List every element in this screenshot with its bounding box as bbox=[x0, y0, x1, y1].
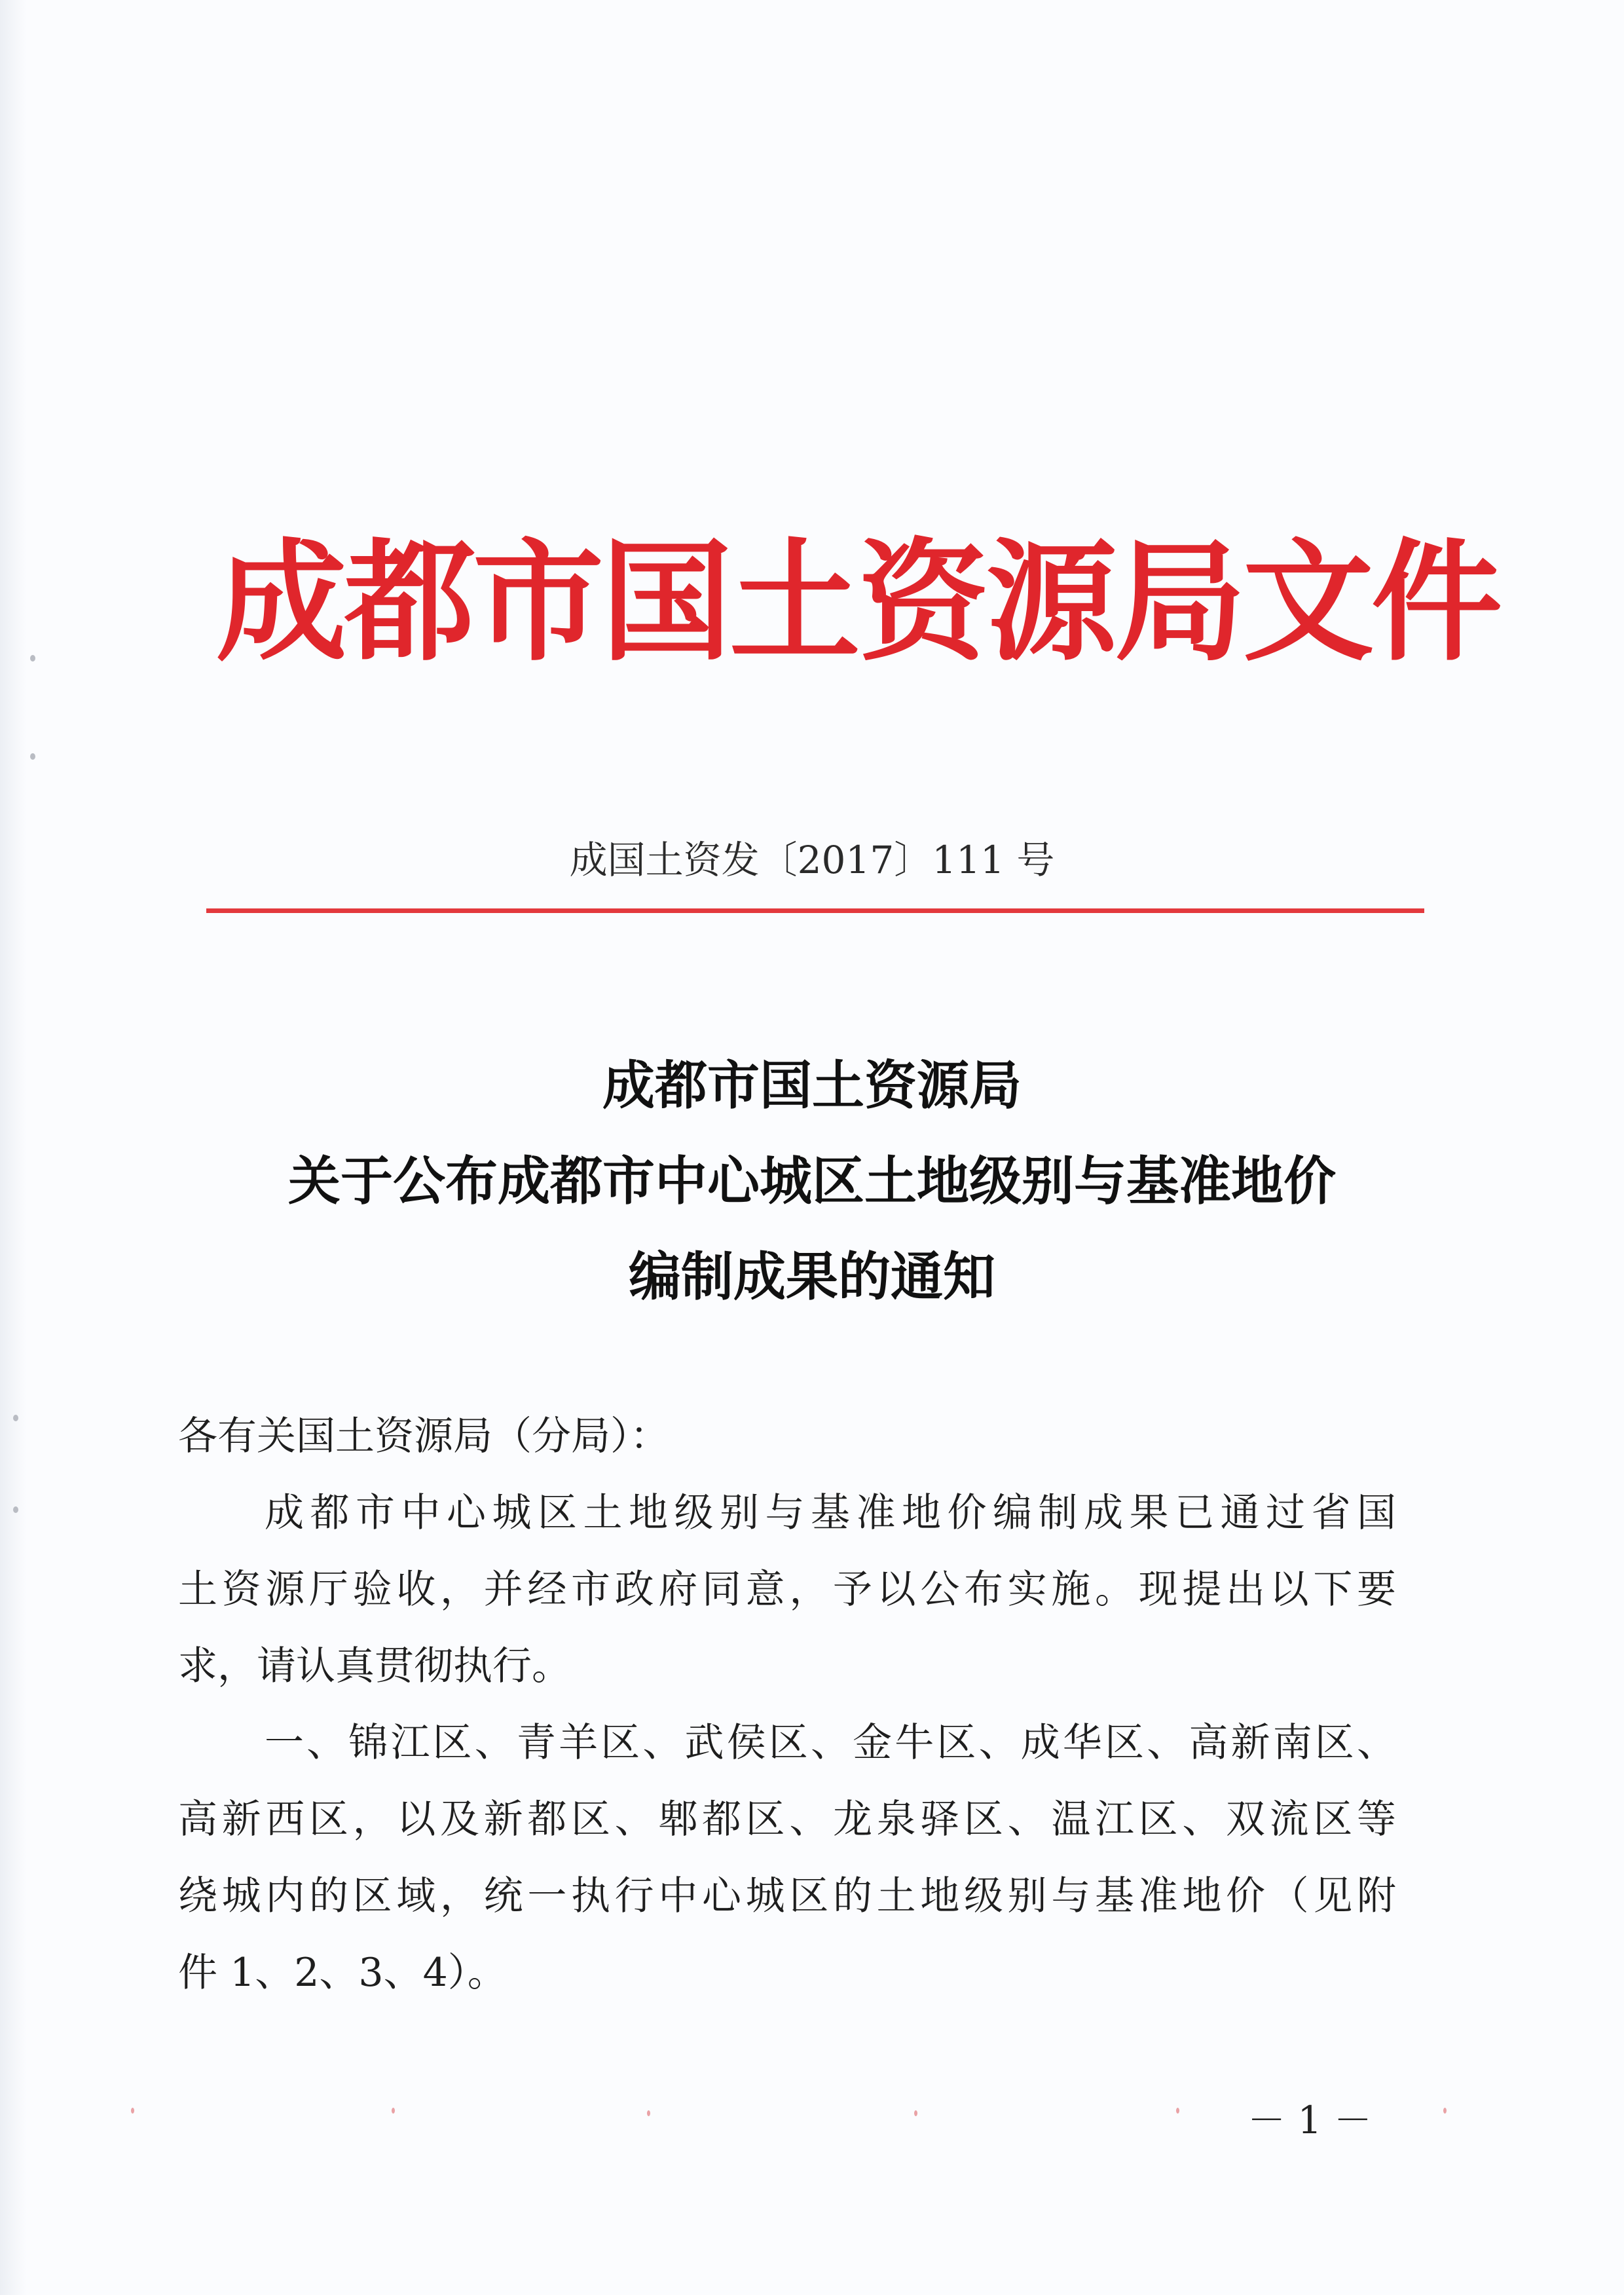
scan-speck bbox=[131, 2108, 134, 2114]
body-line: 高新西区，以及新都区、郫都区、龙泉驿区、温江区、双流区等 bbox=[178, 1797, 1396, 1842]
scan-speck bbox=[392, 2108, 395, 2114]
scan-speck bbox=[1176, 2108, 1179, 2114]
body-line: 求，请认真贯彻执行。 bbox=[178, 1643, 571, 1689]
header-divider bbox=[206, 908, 1424, 913]
notice-title-line: 关于公布成都市中心城区土地级别与基准地价 bbox=[288, 1151, 1336, 1212]
body-line: 土资源厅验收，并经市政府同意，予以公布实施。现提出以下要 bbox=[178, 1567, 1396, 1613]
agency-title: 成都市国土资源局文件 bbox=[216, 525, 1500, 679]
scan-edge-shadow bbox=[0, 0, 26, 2295]
scan-speck bbox=[647, 2110, 650, 2116]
notice-title bbox=[164, 1038, 1460, 1325]
body-line: 成都市中心城区土地级别与基准地价编制成果已通过省国 bbox=[265, 1490, 1396, 1536]
body-line: 件 1、2、3、4）。 bbox=[178, 1950, 507, 1996]
body-line: 绕城内的区域，统一执行中心城区的土地级别与基准地价（见附 bbox=[178, 1873, 1396, 1919]
scan-speck bbox=[30, 655, 35, 662]
salutation: 各有关国土资源局（分局）： bbox=[178, 1413, 669, 1459]
scan-speck bbox=[914, 2110, 917, 2116]
notice-body bbox=[178, 1398, 1396, 2011]
body-line: 一、锦江区、青羊区、武侯区、金牛区、成华区、高新南区、 bbox=[265, 1720, 1396, 1766]
page-number: － 1 － bbox=[1247, 2098, 1372, 2142]
notice-title-line: 成都市国土资源局 bbox=[602, 1055, 1022, 1116]
scan-speck bbox=[30, 753, 35, 760]
notice-title-line: 编制成果的通知 bbox=[629, 1246, 995, 1307]
document-number: 成国土资发〔2017〕111 号 bbox=[569, 838, 1055, 882]
scan-speck bbox=[13, 1506, 18, 1513]
scan-speck bbox=[1443, 2108, 1447, 2114]
scan-speck bbox=[13, 1415, 18, 1421]
